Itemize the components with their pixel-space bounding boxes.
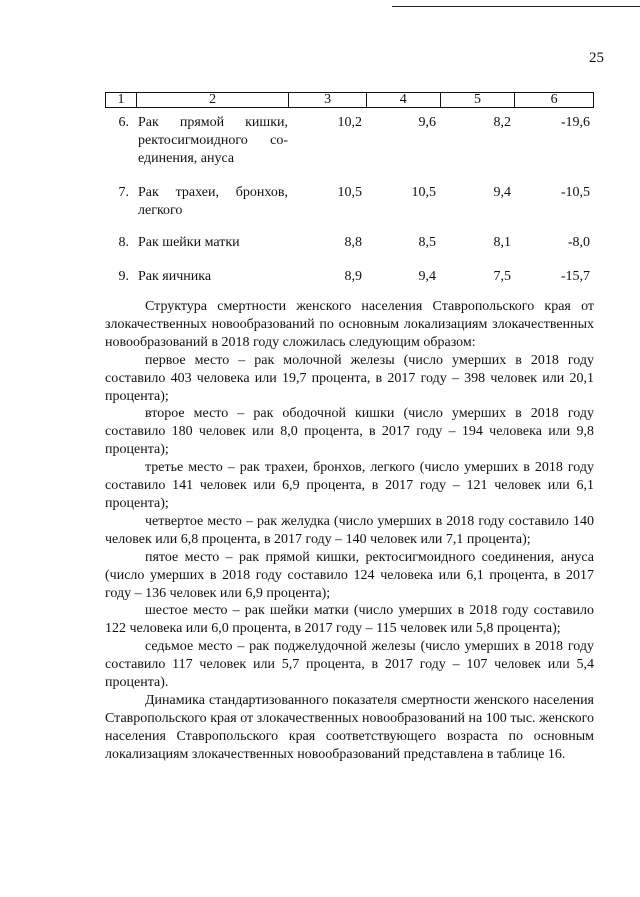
- table-header-cell: 1: [106, 93, 137, 107]
- cell-value: 8,1: [493, 235, 511, 250]
- row-number: 7.: [118, 185, 129, 200]
- paragraph: четвертое место – рак желудка (число умерших в 2018 году составило 140 человек или 6,8 процента, в 2017 году – 140 человек или 7,1 процента);: [105, 513, 594, 547]
- cell-value: 9,4: [493, 185, 511, 200]
- paragraph: второе место – рак ободочной кишки (число умерших в 2018 году составило 180 человек или 8,0 процента, в 2017 году – 194 человека или 9,8 процента);: [105, 406, 594, 458]
- table-header-cell: 6: [550, 92, 558, 107]
- row-label-line: легкого: [138, 203, 183, 218]
- cell-value: 9,6: [418, 115, 436, 130]
- body-text: [105, 298, 594, 764]
- row-label: [138, 114, 288, 168]
- table-header-cell: 4: [367, 93, 441, 107]
- paragraph: Структура смертности женского населения Ставропольского края от злокачественных новообразований по основным локализациям злокачественных новообразований в 2018 году сложилась следующим образом:: [105, 299, 594, 350]
- paragraph: пятое место – рак прямой кишки, ректосигмоидного соединения, ануса (число умерших в 2018 году составило 124 человека или 6,1 процента, в 2017 году – 136 человек или 6,9 процента);: [105, 549, 594, 601]
- paragraph: Динамика стандартизованного показателя смертности женского населения Ставропольского края от злокачественных новообразований на 100 тыс. женского населения Ставропольского края соответствующего возраста по основным локализациям злокачественных новообразований представлена в таблице 16.: [105, 692, 594, 762]
- paragraph: шестое место – рак шейки матки (число умерших в 2018 году составило 122 человека или 6,0 процента, в 2017 году – 115 человек или 5,8 процента);: [105, 603, 594, 637]
- cell-value: 10,5: [411, 185, 436, 200]
- cell-value: 10,2: [337, 115, 362, 130]
- cell-value: 8,2: [493, 115, 511, 130]
- row-label-line: Рак прямой кишки,: [138, 115, 288, 130]
- row-label: [138, 184, 288, 220]
- header-rule: [392, 6, 640, 7]
- cell-value: -8,0: [567, 235, 590, 250]
- table-header-cell: 5: [441, 93, 516, 107]
- row-number: 9.: [118, 269, 129, 284]
- cell-value: 7,5: [493, 269, 511, 284]
- cell-value: -19,6: [560, 115, 590, 130]
- row-label-line: ректосигмоидного со-: [138, 133, 288, 148]
- row-label-line: единения, ануса: [138, 151, 235, 166]
- row-number: 8.: [118, 235, 129, 250]
- row-number: 6.: [118, 115, 129, 130]
- paragraph: первое место – рак молочной железы (число умерших в 2018 году составило 403 человека или 19,7 процента, в 2017 году – 398 человек или 20,1 процента);: [105, 352, 594, 404]
- cell-value: 8,9: [344, 269, 362, 284]
- row-label-line: Рак шейки матки: [138, 235, 240, 250]
- paragraph: седьмое место – рак поджелудочной железы (число умерших в 2018 году составило 117 человек или 5,7 процента, в 2017 году – 107 человек или 5,4 процента).: [105, 639, 594, 691]
- table-header-row: [105, 92, 594, 108]
- page-number: 25: [589, 50, 604, 66]
- cell-value: -10,5: [560, 185, 590, 200]
- row-label: [138, 268, 288, 286]
- cell-value: 9,4: [418, 269, 436, 284]
- paragraph: третье место – рак трахеи, бронхов, легкого (число умерших в 2018 году составило 141 человек или 6,9 процента, в 2017 году – 121 человек или 6,1 процента);: [105, 460, 594, 511]
- cell-value: 8,5: [418, 235, 436, 250]
- cell-value: -15,7: [560, 269, 590, 284]
- row-label-line: Рак яичника: [138, 269, 212, 284]
- table-header-cell: 2: [137, 93, 289, 107]
- table-header-cell: 3: [289, 93, 367, 107]
- cell-value: 10,5: [337, 185, 362, 200]
- cell-value: 8,8: [344, 235, 362, 250]
- row-label-line: Рак трахеи, бронхов,: [138, 185, 288, 200]
- row-label: [138, 234, 288, 252]
